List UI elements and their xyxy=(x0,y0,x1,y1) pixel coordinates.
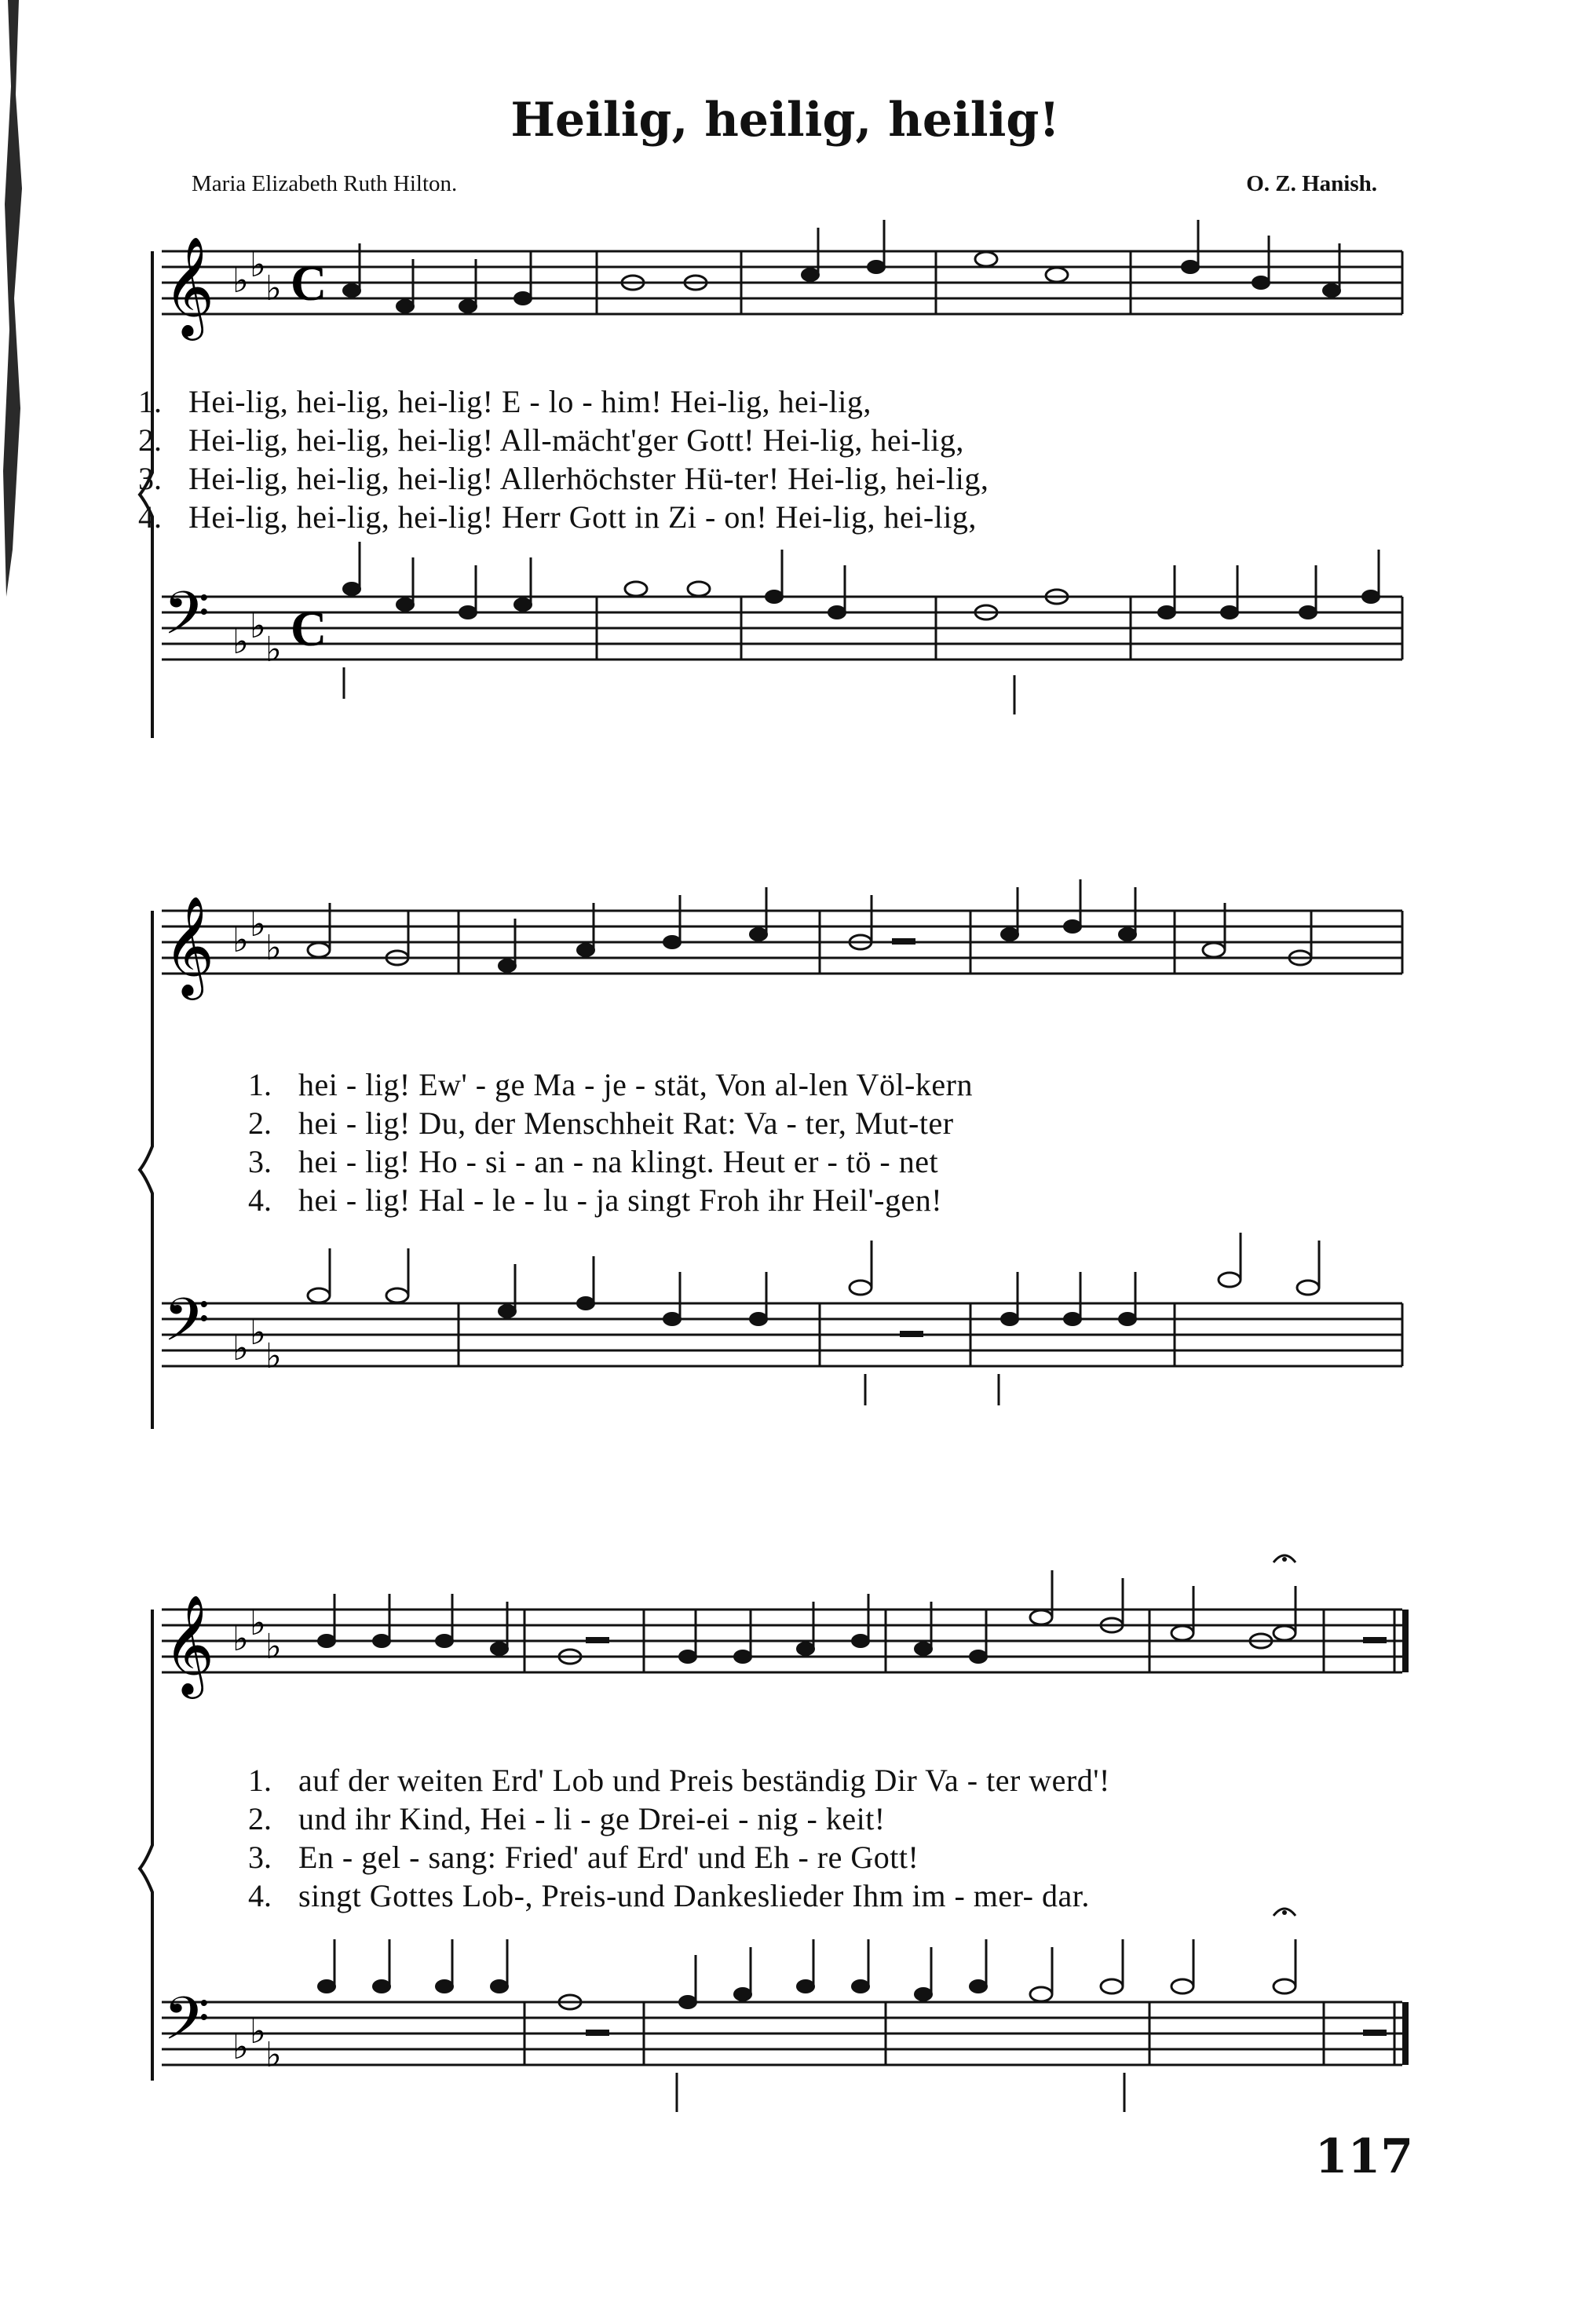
svg-text:♭: ♭ xyxy=(250,1603,266,1643)
verse-block-3 xyxy=(248,1762,1110,1916)
verse-line xyxy=(138,383,989,422)
svg-text:♭: ♭ xyxy=(232,1328,249,1368)
verse-number: 2. xyxy=(248,1801,272,1836)
verse-number: 4. xyxy=(138,499,162,535)
bass-clef-icon: 𝄢 xyxy=(163,1285,210,1369)
music-system-3 xyxy=(146,1594,1413,2143)
bass-staff-1 xyxy=(146,581,1413,738)
verse-line xyxy=(138,422,989,460)
lyricist-credit: Maria Elizabeth Ruth Hilton. xyxy=(192,171,458,196)
verse-block-2 xyxy=(248,1066,973,1220)
svg-text:♭: ♭ xyxy=(265,630,282,670)
svg-text:♭: ♭ xyxy=(250,245,266,285)
verse-number: 1. xyxy=(248,1763,272,1798)
lyric-text: Hei-lig, hei-lig, hei-lig! Allerhöchster Hü-ter! Hei-lig, hei-lig, xyxy=(188,461,989,496)
page-number: 117 xyxy=(1314,2129,1413,2184)
svg-text:♭: ♭ xyxy=(232,2027,249,2067)
verse-number: 1. xyxy=(248,1067,272,1102)
system-brace xyxy=(135,1610,166,2128)
svg-text:♭: ♭ xyxy=(265,928,282,968)
lyric-text: hei - lig! Du, der Menschheit Rat: Va - ter, Mut-ter xyxy=(298,1105,954,1141)
treble-staff-2 xyxy=(146,895,1413,1005)
treble-clef-icon: 𝄞 xyxy=(163,895,215,996)
svg-text:♭: ♭ xyxy=(250,904,266,945)
verse-number: 3. xyxy=(138,461,162,496)
verse-line xyxy=(248,1182,973,1220)
treble-staff-3 xyxy=(146,1594,1413,1704)
verse-line xyxy=(248,1105,973,1143)
verse-line xyxy=(138,460,989,499)
svg-text:♭: ♭ xyxy=(232,920,249,960)
bass-staff-2 xyxy=(146,1285,1413,1445)
lyric-text: und ihr Kind, Hei - li - ge Drei-ei - nig - keit! xyxy=(298,1801,886,1836)
lyric-text: hei - lig! Ho - si - an - na klingt. Heut er - tö - net xyxy=(298,1144,939,1179)
lyric-text: En - gel - sang: Fried' auf Erd' und Eh - re Gott! xyxy=(298,1840,919,1875)
composer-credit: O. Z. Hanish. xyxy=(1246,171,1377,196)
svg-text:♭: ♭ xyxy=(232,622,249,662)
verse-line xyxy=(248,1800,1110,1839)
verse-number: 3. xyxy=(248,1144,272,1179)
bass-clef-icon: 𝄢 xyxy=(163,1984,210,2068)
svg-text:♭: ♭ xyxy=(265,1627,282,1667)
svg-text:♭: ♭ xyxy=(265,1336,282,1376)
hymn-title: Heilig, heilig, heilig! xyxy=(510,93,1060,148)
treble-staff-1 xyxy=(146,236,1413,345)
verse-line xyxy=(248,1762,1110,1800)
system-brace xyxy=(135,911,166,1429)
bass-staff-3 xyxy=(146,1986,1413,2143)
verse-number: 2. xyxy=(248,1105,272,1141)
verse-line xyxy=(248,1143,973,1182)
svg-text:♭: ♭ xyxy=(265,2035,282,2075)
verse-block-1 xyxy=(138,383,989,537)
treble-clef-icon: 𝄞 xyxy=(163,236,215,336)
common-time-icon: C xyxy=(291,601,327,656)
svg-text:♭: ♭ xyxy=(250,606,266,646)
verse-line xyxy=(248,1839,1110,1877)
verse-line xyxy=(248,1066,973,1105)
verse-number: 4. xyxy=(248,1182,272,1218)
common-time-icon: C xyxy=(291,255,327,311)
lyric-text: Hei-lig, hei-lig, hei-lig! Herr Gott in Zi - on! Hei-lig, hei-lig, xyxy=(188,499,977,535)
bass-clef-icon: 𝄢 xyxy=(163,579,210,663)
system-brace xyxy=(135,251,166,738)
lyric-text: Hei-lig, hei-lig, hei-lig! E - lo - him! Hei-lig, hei-lig, xyxy=(188,384,872,419)
svg-text:♭: ♭ xyxy=(232,1619,249,1659)
svg-text:♭: ♭ xyxy=(250,2012,266,2052)
svg-text:♭: ♭ xyxy=(232,261,249,301)
lyric-text: hei - lig! Hal - le - lu - ja singt Froh ihr Heil'-gen! xyxy=(298,1182,943,1218)
verse-number: 4. xyxy=(248,1878,272,1913)
svg-text:♭: ♭ xyxy=(265,269,282,309)
lyric-text: singt Gottes Lob-, Preis-und Dankeslieder Ihm im - mer- dar. xyxy=(298,1878,1090,1913)
scan-edge xyxy=(0,0,46,597)
treble-clef-icon: 𝄞 xyxy=(163,1594,215,1694)
music-system-1 xyxy=(138,236,1413,754)
lyric-text: Hei-lig, hei-lig, hei-lig! All-mächt'ger Gott! Hei-lig, hei-lig, xyxy=(188,422,964,458)
verse-number: 1. xyxy=(138,384,162,419)
verse-line xyxy=(138,499,989,537)
verse-number: 3. xyxy=(248,1840,272,1875)
verse-line xyxy=(248,1877,1110,1916)
music-system-2 xyxy=(146,895,1413,1413)
svg-text:♭: ♭ xyxy=(250,1313,266,1353)
lyric-text: hei - lig! Ew' - ge Ma - je - stät, Von al-len Völ-kern xyxy=(298,1067,973,1102)
verse-number: 2. xyxy=(138,422,162,458)
lyric-text: auf der weiten Erd' Lob und Preis beständig Dir Va - ter werd'! xyxy=(298,1763,1110,1798)
